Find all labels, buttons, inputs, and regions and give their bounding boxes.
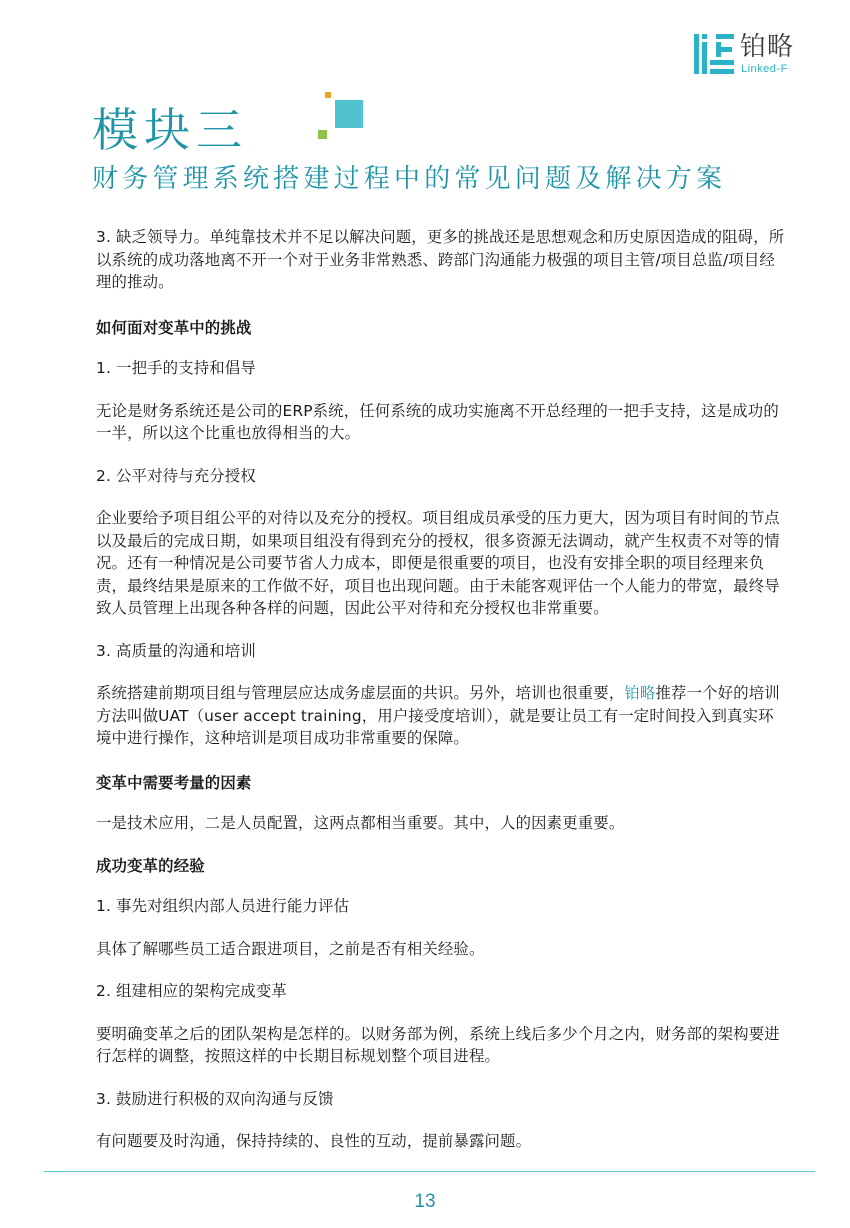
paragraph-capability-assessment: 具体了解哪些员工适合跟进项目，之前是否有相关经验。 bbox=[96, 939, 485, 958]
paragraph-text-part: 系统搭建前期项目组与管理层应达成务虚层面的共识。另外，培训也很重要， bbox=[96, 684, 625, 702]
brand-logo bbox=[694, 34, 812, 76]
brand-mention: 铂略 bbox=[624, 684, 656, 702]
module-subtitle: 财务管理系统搭建过程中的常见问题及解决方案 bbox=[92, 164, 727, 194]
article-body bbox=[96, 226, 788, 1153]
paragraph-organization-structure: 要明确变革之后的团队架构是怎样的。以财务部为例，系统上线后多少个月之内，财务部的架构要进行怎样的调整，按照这样的中长期目标规划整个项目进程。 bbox=[96, 1024, 780, 1065]
subheading-capability-assessment: 1. 事先对组织内部人员进行能力评估 bbox=[96, 897, 350, 915]
decorative-square-orange bbox=[325, 92, 331, 98]
section-heading-experience: 成功变革的经验 bbox=[96, 856, 205, 875]
decorative-square-green bbox=[318, 130, 327, 139]
page-number: 13 bbox=[414, 1191, 436, 1212]
subheading-communication-training: 3. 高质量的沟通和培训 bbox=[96, 641, 256, 660]
paragraph-leader-support: 无论是财务系统还是公司的ERP系统，任何系统的成功实施离不开总经理的一把手支持，这是成功的一半，所以这个比重也放得相当的大。 bbox=[96, 401, 779, 442]
brand-name-cn: 铂略 bbox=[740, 32, 795, 62]
brand-name-en: Linked-F bbox=[741, 63, 788, 75]
paragraph-two-way-communication: 有问题要及时沟通，保持持续的、良性的互动，提前暴露问题。 bbox=[96, 1132, 532, 1150]
section-heading-factors: 变革中需要考量的因素 bbox=[96, 773, 252, 792]
paragraph-lack-of-leadership: 3. 缺乏领导力。单纯靠技术并不足以解决问题，更多的挑战还是思想观念和历史原因造成的阻碍，所以系统的成功落地离不开一个对于业务非常熟悉、跨部门沟通能力极强的项目主管/项目总监/项目经理的推动。 bbox=[96, 228, 785, 291]
subheading-fair-authorization: 2. 公平对待与充分授权 bbox=[96, 466, 256, 485]
module-title: 模块三 bbox=[92, 103, 248, 157]
paragraph-factors: 一是技术应用，二是人员配置，这两点都相当重要。其中，人的因素更重要。 bbox=[96, 814, 625, 832]
subheading-organization-structure: 2. 组建相应的架构完成变革 bbox=[96, 982, 287, 1000]
subheading-leader-support: 1. 一把手的支持和倡导 bbox=[96, 359, 256, 377]
footer-divider bbox=[44, 1171, 815, 1172]
paragraph-fair-authorization: 企业要给予项目组公平的对待以及充分的授权。项目组成员承受的压力更大，因为项目有时间的节点以及最后的完成日期，如果项目组没有得到充分的授权，很多资源无法调动，就产生权责不对等的情况。还有一种情况是公司要节省人力成本，即便是很重要的项目，也没有安排全职的项目经理来负责，最终结果是原来的工作做不好，项目也出现问题。由于未能客观评估一个人能力的带宽，最终导致人员管理上出现各种各样的问题，因此公平对待和充分授权也非常重要。 bbox=[96, 509, 780, 617]
subheading-two-way-communication: 3. 鼓励进行积极的双向沟通与反馈 bbox=[96, 1089, 334, 1108]
decorative-square-teal bbox=[335, 100, 363, 128]
section-heading-challenges: 如何面对变革中的挑战 bbox=[96, 318, 252, 337]
paragraph-text-part: 推荐一个好的培训方法叫做UAT（user accept training，用户接受度培训），就是要让员工有一定时间投入到真实环境中进行操作，这种培训是项目成功非常重要的保障。 bbox=[96, 684, 780, 747]
linked-f-logo-icon bbox=[694, 34, 736, 74]
paragraph-communication-training bbox=[96, 682, 788, 750]
